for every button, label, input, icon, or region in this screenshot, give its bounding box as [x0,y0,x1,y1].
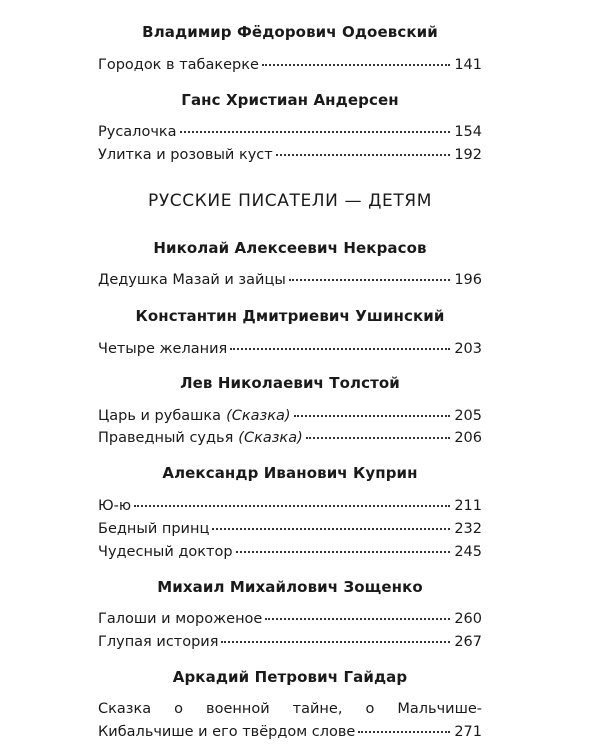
entry-title: Русалочка [98,124,177,140]
author-heading: Константин Дмитриевич Ушинский [135,307,445,325]
toc-entry [98,519,482,539]
entry-page-number: 205 [454,408,482,424]
author-heading: Аркадий Петрович Гайдар [172,668,408,686]
author-heading: Александр Иванович Куприн [162,464,418,482]
entry-title: Городок в табакерке [98,57,259,73]
entry-title-line-1: Сказка о военной тайне, о Мальчише- [98,701,482,717]
author-heading: Михаил Михайлович Зощенко [157,578,423,596]
entry-title: Четыре желания [98,341,228,357]
dot-leader [276,154,451,156]
toc-entry [98,339,482,359]
dot-leader [230,348,450,350]
toc-entry [98,270,482,290]
entry-title: Праведный судья [98,430,234,446]
author-heading: Лев Николаевич Толстой [180,374,400,392]
entry-page-number: 206 [454,430,482,446]
toc-entry [98,496,482,516]
dot-leader [221,641,450,643]
entry-page-number: 196 [454,272,482,288]
dot-leader [180,131,451,133]
toc-entry [98,609,482,629]
toc-entry [98,542,482,562]
entry-page-number: 260 [454,611,482,627]
dot-leader [306,437,451,439]
entry-title: Кибальчише и его твёрдом слове [98,724,356,740]
entry-title: Чудесный доктор [98,544,233,560]
entry-page-number: 267 [454,634,482,650]
author-heading: Николай Алексеевич Некрасов [153,239,427,257]
dot-leader [265,618,450,620]
entry-page-number: 245 [454,544,482,560]
entry-title: Глупая история [98,634,219,650]
toc-entry [98,406,482,426]
entry-title: Бедный принц [98,521,210,537]
entry-page-number: 203 [454,341,482,357]
dot-leader [134,505,450,507]
entry-page-number: 192 [454,147,482,163]
dot-leader [289,279,451,281]
author-heading: Владимир Фёдорович Одоевский [142,23,438,41]
entry-page-number: 211 [454,498,482,514]
entry-title: Царь и рубашка [98,408,222,424]
dot-leader [212,528,450,530]
toc-entry [98,722,482,742]
dot-leader [294,415,451,417]
entry-page-number: 154 [454,124,482,140]
entry-subtitle: (Сказка) [238,430,303,446]
toc-entry [98,122,482,142]
dot-leader [358,731,450,733]
entry-page-number: 271 [454,724,482,740]
entry-page-number: 232 [454,521,482,537]
entry-subtitle: (Сказка) [226,408,291,424]
entry-title: Дедушка Мазай и зайцы [98,272,286,288]
toc-entry [98,145,482,165]
entry-title: Галоши и мороженое [98,611,263,627]
toc-entry [98,632,482,652]
entry-page-number: 141 [454,57,482,73]
dot-leader [262,64,450,66]
toc-entry [98,428,482,448]
section-title: РУССКИЕ ПИСАТЕЛИ — ДЕТЯМ [147,191,432,211]
dot-leader [236,551,451,553]
entry-title: Улитка и розовый куст [98,147,273,163]
toc-entry [98,55,482,75]
entry-title: Ю-ю [98,498,132,514]
author-heading: Ганс Христиан Андерсен [181,91,399,109]
